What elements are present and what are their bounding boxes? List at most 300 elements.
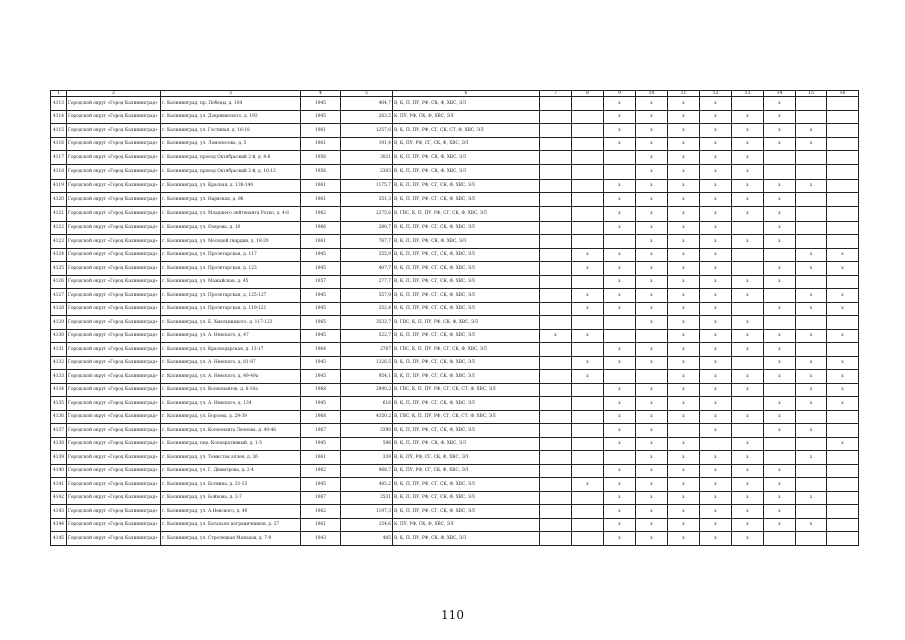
work-type-mark: x (700, 356, 732, 370)
table-row (51, 451, 859, 465)
systems-cell: В, К, П, ПУ, РФ, СК, Ф, ХВС, ЭЛ (393, 235, 540, 249)
work-type-mark: x (827, 397, 859, 411)
table-row (51, 437, 859, 451)
address-cell: г. Калининград, ул. Томистая аллея, д. 26 (161, 451, 301, 465)
work-type-mark (540, 437, 572, 451)
work-type-mark: x (668, 464, 700, 478)
work-type-mark: x (668, 451, 700, 465)
area-cell: 596 (341, 437, 393, 451)
work-type-mark: x (636, 110, 668, 124)
work-type-mark (540, 356, 572, 370)
work-type-mark: x (732, 329, 764, 343)
work-type-mark: x (572, 329, 604, 343)
address-cell: г. Калининград, ул. Батальон пограничников, д. 27 (161, 518, 301, 532)
work-type-mark: x (636, 491, 668, 505)
row-number: 4133 (51, 370, 67, 384)
work-type-mark (604, 451, 636, 465)
row-number: 4128 (51, 302, 67, 316)
district-cell: Городской округ «Город Калининград» (67, 370, 161, 384)
work-type-mark: x (604, 532, 636, 546)
work-type-mark: x (700, 164, 732, 179)
area-cell: 557,9 (341, 289, 393, 303)
district-cell: Городской округ «Город Калининград» (67, 518, 161, 532)
address-cell: г. Калининград, ул. Б. Хмельницкого, д. 117-123 (161, 316, 301, 330)
area-cell: 3532,7 (341, 316, 393, 330)
work-type-mark: x (827, 248, 859, 262)
work-type-mark: x (700, 97, 732, 111)
area-cell: 3390 (341, 424, 393, 438)
work-type-mark: x (668, 518, 700, 532)
address-cell: г. Калининград, пер. Кооперативный, д. 1-5 (161, 437, 301, 451)
work-type-mark: x (604, 110, 636, 124)
year-cell: 1945 (301, 110, 341, 124)
district-cell: Городской округ «Город Калининград» (67, 289, 161, 303)
work-type-mark (796, 206, 827, 221)
work-type-mark: x (604, 275, 636, 289)
work-type-mark: x (732, 124, 764, 138)
systems-cell: В, К, П, ПУ, РФ, СГ, СК, Ф, ХВС, ЭЛ (393, 424, 540, 438)
row-number: 4119 (51, 179, 67, 193)
systems-cell: В, ГВС, К, П, ПУ, РФ, СК, Ф, ХВС, ЭЛ (393, 316, 540, 330)
work-type-mark: x (764, 478, 796, 492)
work-type-mark: x (636, 179, 668, 193)
work-type-mark (540, 316, 572, 330)
work-type-mark: x (604, 397, 636, 411)
work-type-mark: x (796, 302, 827, 316)
address-cell: г. Калининград, ул. Космонавтов, д. 6-10а (161, 383, 301, 397)
work-type-mark (764, 532, 796, 546)
systems-cell: В, К, П, ПУ, РФ, СГ, СК, Ф, ХВС, ЭЛ (393, 329, 540, 343)
work-type-mark: x (604, 343, 636, 357)
work-type-mark (604, 235, 636, 249)
column-number: 10 (636, 91, 668, 97)
work-type-mark (732, 221, 764, 235)
area-cell: 1175,7 (341, 179, 393, 193)
table-row (51, 164, 859, 179)
work-type-mark (572, 505, 604, 519)
area-cell: 1257,6 (341, 124, 393, 138)
work-type-mark (796, 343, 827, 357)
work-type-mark (572, 110, 604, 124)
systems-cell: В, ГВС, К, П, ПУ, РФ, СГ, СК, СТ, Ф, ХВС, ЭЛ (393, 383, 540, 397)
work-type-mark: x (700, 137, 732, 151)
page-number: 110 (441, 608, 464, 622)
district-cell: Городской округ «Город Калининград» (67, 356, 161, 370)
work-type-mark (796, 410, 827, 424)
work-type-mark: x (668, 235, 700, 249)
systems-cell: В, К, ПУ, РФ, СГ, СК, Ф, ХВС, ЭЛ (393, 451, 540, 465)
address-cell: г. Калининград, ул. Дзержинского, д. 193 (161, 110, 301, 124)
table-row (51, 383, 859, 397)
work-type-mark: x (668, 329, 700, 343)
work-type-mark (636, 370, 668, 384)
systems-cell: В, К, П, ПУ, РФ, СК, Ф, ХВС, ЭЛ (393, 97, 540, 111)
address-cell: г. Калининград, ул. Стрелецкая Монахов, д. 7-9 (161, 532, 301, 546)
year-cell: 1945 (301, 289, 341, 303)
row-number: 4129 (51, 316, 67, 330)
work-type-mark: x (732, 179, 764, 193)
work-type-mark (827, 179, 859, 193)
work-type-mark (827, 124, 859, 138)
work-type-mark: x (732, 343, 764, 357)
address-cell: г. Калининград, ул. Бойкова, д. 2-7 (161, 491, 301, 505)
district-cell: Городской округ «Город Калининград» (67, 193, 161, 207)
table-row (51, 248, 859, 262)
work-type-mark: x (700, 397, 732, 411)
column-number: 7 (540, 91, 572, 97)
district-cell: Городской округ «Город Калининград» (67, 124, 161, 138)
work-type-mark: x (604, 302, 636, 316)
row-number: 4135 (51, 397, 67, 411)
work-type-mark (764, 451, 796, 465)
year-cell: 1968 (301, 410, 341, 424)
work-type-mark (827, 424, 859, 438)
work-type-mark (540, 262, 572, 276)
work-type-mark: x (827, 289, 859, 303)
district-cell: Городской округ «Город Калининград» (67, 262, 161, 276)
work-type-mark (827, 491, 859, 505)
work-type-mark (604, 370, 636, 384)
year-cell: 1956 (301, 151, 341, 165)
work-type-mark (572, 164, 604, 179)
work-type-mark: x (572, 370, 604, 384)
work-type-mark: x (732, 451, 764, 465)
table-row (51, 275, 859, 289)
row-number: 4139 (51, 451, 67, 465)
work-type-mark (732, 248, 764, 262)
table-row (51, 410, 859, 424)
work-type-mark (796, 505, 827, 519)
work-type-mark: x (572, 356, 604, 370)
work-type-mark (827, 137, 859, 151)
work-type-mark (572, 397, 604, 411)
work-type-mark: x (700, 248, 732, 262)
work-type-mark (796, 478, 827, 492)
work-type-mark: x (700, 370, 732, 384)
address-cell: г. Калининград, ул. Ломоносова, д. 5 (161, 137, 301, 151)
work-type-mark: x (700, 505, 732, 519)
table-row (51, 137, 859, 151)
area-cell: 339 (341, 451, 393, 465)
work-type-mark: x (764, 329, 796, 343)
work-type-mark: x (827, 302, 859, 316)
work-type-mark: x (700, 206, 732, 221)
table-row (51, 97, 859, 111)
work-type-mark (764, 151, 796, 165)
row-number: 4126 (51, 275, 67, 289)
address-cell: г. Калининград, проезд Октябрьский 2-й, д. 4-8 (161, 151, 301, 165)
work-type-mark (572, 464, 604, 478)
work-type-mark (764, 437, 796, 451)
area-cell: 191,4 (341, 137, 393, 151)
work-type-mark (764, 248, 796, 262)
work-type-mark: x (604, 221, 636, 235)
work-type-mark: x (668, 505, 700, 519)
work-type-mark: x (668, 193, 700, 207)
work-type-mark (540, 505, 572, 519)
work-type-mark: x (700, 451, 732, 465)
work-type-mark (572, 179, 604, 193)
table-row (51, 356, 859, 370)
systems-cell: В, ГВС, К, П, ПУ, РФ, СГ, СК, СТ, Ф, ХВС, ЭЛ (393, 410, 540, 424)
year-cell: 1945 (301, 97, 341, 111)
year-cell: 1945 (301, 437, 341, 451)
systems-cell: В, К, П, ПУ, РФ, СГ, СК, Ф, ХВС, ЭЛ (393, 505, 540, 519)
work-type-mark: x (668, 275, 700, 289)
work-type-mark (764, 289, 796, 303)
work-type-mark: x (636, 343, 668, 357)
work-type-mark: x (636, 275, 668, 289)
work-type-mark (572, 518, 604, 532)
work-type-mark: x (764, 206, 796, 221)
systems-cell: В, К, П, ПУ, РФ, СГ, СК, Ф, ХВС, ЭЛ (393, 193, 540, 207)
work-type-mark (827, 110, 859, 124)
column-number: 16 (827, 91, 859, 97)
work-type-mark: x (700, 518, 732, 532)
column-number: 14 (764, 91, 796, 97)
district-cell: Городской округ «Город Калининград» (67, 424, 161, 438)
column-number: 8 (572, 91, 604, 97)
year-cell: 1961 (301, 124, 341, 138)
work-type-mark (540, 206, 572, 221)
year-cell: 1962 (301, 464, 341, 478)
area-cell: 4350,2 (341, 410, 393, 424)
work-type-mark: x (636, 221, 668, 235)
area-cell: 2531 (341, 491, 393, 505)
work-type-mark: x (604, 179, 636, 193)
year-cell: 1945 (301, 248, 341, 262)
row-number: 4136 (51, 410, 67, 424)
work-type-mark: x (732, 437, 764, 451)
address-cell: г. Калининград, ул. Младшего лейтенанта Ротко, д. 4-8 (161, 206, 301, 221)
register-rows (51, 97, 859, 546)
year-cell: 1961 (301, 193, 341, 207)
row-number: 4134 (51, 383, 67, 397)
year-cell: 1945 (301, 370, 341, 384)
work-type-mark (636, 329, 668, 343)
year-cell: 1945 (301, 302, 341, 316)
row-number: 4140 (51, 464, 67, 478)
work-type-mark: x (636, 193, 668, 207)
work-type-mark: x (604, 410, 636, 424)
work-type-mark: x (764, 97, 796, 111)
housing-register-table (50, 90, 859, 546)
column-number: 12 (700, 91, 732, 97)
area-cell: 352,4 (341, 302, 393, 316)
year-cell: 1968 (301, 383, 341, 397)
work-type-mark: x (700, 262, 732, 276)
systems-cell: В, К, П, ПУ, РФ, СГ, СК, Ф, ХВС, ЭЛ (393, 478, 540, 492)
work-type-mark: x (668, 164, 700, 179)
area-cell: 1326,5 (341, 356, 393, 370)
work-type-mark (540, 193, 572, 207)
address-cell: г. Калининград, ул. Нарвская, д. 96 (161, 193, 301, 207)
table-row (51, 235, 859, 249)
work-type-mark: x (604, 518, 636, 532)
work-type-mark: x (764, 505, 796, 519)
work-type-mark: x (604, 248, 636, 262)
work-type-mark (572, 410, 604, 424)
work-type-mark (572, 437, 604, 451)
work-type-mark: x (700, 532, 732, 546)
work-type-mark (540, 410, 572, 424)
work-type-mark: x (636, 505, 668, 519)
work-type-mark (732, 424, 764, 438)
work-type-mark (796, 164, 827, 179)
work-type-mark (572, 193, 604, 207)
work-type-mark: x (700, 110, 732, 124)
systems-cell: В, К, ПУ, РФ, СГ, СК, Ф, ХВС, ЭЛ (393, 137, 540, 151)
address-cell: г. Калининград, ул. Г. Димитрова, д. 2-4 (161, 464, 301, 478)
work-type-mark: x (732, 275, 764, 289)
address-cell: г. Калининград, ул. А. Невского, д. 47 (161, 329, 301, 343)
row-number: 4142 (51, 491, 67, 505)
area-cell: 404,7 (341, 97, 393, 111)
work-type-mark: x (604, 193, 636, 207)
work-type-mark: x (796, 397, 827, 411)
address-cell: г. Калининград, ул. Озерова, д. 10 (161, 221, 301, 235)
work-type-mark: x (700, 491, 732, 505)
table-row (51, 329, 859, 343)
year-cell: 1945 (301, 397, 341, 411)
work-type-mark: x (668, 437, 700, 451)
work-type-mark: x (636, 124, 668, 138)
work-type-mark: x (636, 356, 668, 370)
work-type-mark: x (796, 491, 827, 505)
work-type-mark (796, 464, 827, 478)
systems-cell: В, К, П, ПУ, РФ, СГ, СК, Ф, ХВС, ЭЛ (393, 302, 540, 316)
row-number: 4125 (51, 262, 67, 276)
district-cell: Городской округ «Город Калининград» (67, 137, 161, 151)
row-number: 4121 (51, 206, 67, 221)
district-cell: Городской округ «Город Калининград» (67, 532, 161, 546)
work-type-mark: x (604, 437, 636, 451)
work-type-mark (732, 262, 764, 276)
table-row (51, 206, 859, 221)
column-number: 6 (393, 91, 540, 97)
work-type-mark: x (636, 410, 668, 424)
systems-cell: В, К, П, ПУ, РФ, СГ, СК, Ф, ХВС, ЭЛ (393, 262, 540, 276)
area-cell: 1197,3 (341, 505, 393, 519)
address-cell: г. Калининград, ул. А. Невского, д. 134 (161, 397, 301, 411)
work-type-mark (827, 410, 859, 424)
work-type-mark (827, 532, 859, 546)
work-type-mark (540, 532, 572, 546)
work-type-mark: x (668, 356, 700, 370)
work-type-mark: x (764, 424, 796, 438)
work-type-mark: x (732, 137, 764, 151)
work-type-mark: x (700, 329, 732, 343)
work-type-mark: x (668, 478, 700, 492)
table-row (51, 464, 859, 478)
work-type-mark: x (700, 410, 732, 424)
column-number: 2 (67, 91, 161, 97)
table-row (51, 424, 859, 438)
work-type-mark (540, 478, 572, 492)
work-type-mark: x (764, 356, 796, 370)
work-type-mark (572, 206, 604, 221)
work-type-mark (572, 235, 604, 249)
work-type-mark: x (572, 262, 604, 276)
year-cell: 1945 (301, 262, 341, 276)
work-type-mark: x (732, 518, 764, 532)
work-type-mark: x (636, 464, 668, 478)
row-number: 4114 (51, 110, 67, 124)
work-type-mark (540, 137, 572, 151)
district-cell: Городской округ «Город Калининград» (67, 410, 161, 424)
table-row (51, 193, 859, 207)
work-type-mark: x (668, 137, 700, 151)
district-cell: Городской округ «Город Калининград» (67, 206, 161, 221)
row-number: 4117 (51, 151, 67, 165)
work-type-mark: x (636, 262, 668, 276)
work-type-mark (540, 343, 572, 357)
work-type-mark: x (604, 424, 636, 438)
work-type-mark (572, 221, 604, 235)
area-cell: 277,7 (341, 275, 393, 289)
address-cell: г. Калининград, ул. Пролетарская, д. 123 (161, 262, 301, 276)
work-type-mark: x (796, 424, 827, 438)
work-type-mark (572, 451, 604, 465)
address-cell: г. Калининград, ул. Мажайская, д. 45 (161, 275, 301, 289)
work-type-mark (827, 151, 859, 165)
row-number: 4124 (51, 248, 67, 262)
work-type-mark: x (700, 383, 732, 397)
work-type-mark (732, 97, 764, 111)
row-number: 4113 (51, 97, 67, 111)
work-type-mark (796, 316, 827, 330)
year-cell: 1961 (301, 179, 341, 193)
table-row (51, 289, 859, 303)
column-number: 11 (668, 91, 700, 97)
column-number: 1 (51, 91, 67, 97)
area-cell: 522,7 (341, 329, 393, 343)
work-type-mark: x (732, 505, 764, 519)
work-type-mark (572, 137, 604, 151)
address-cell: г. Калининград, ул. Космонавта Леонова, д. 40-46 (161, 424, 301, 438)
work-type-mark: x (636, 424, 668, 438)
work-type-mark (540, 289, 572, 303)
work-type-mark: x (764, 262, 796, 276)
work-type-mark: x (636, 235, 668, 249)
area-cell: 2990,2 (341, 383, 393, 397)
work-type-mark: x (668, 151, 700, 165)
work-type-mark (540, 221, 572, 235)
table-row (51, 179, 859, 193)
district-cell: Городской округ «Город Калининград» (67, 248, 161, 262)
table-row (51, 110, 859, 124)
row-number: 4145 (51, 532, 67, 546)
work-type-mark: x (700, 424, 732, 438)
year-cell: 1962 (301, 505, 341, 519)
row-number: 4130 (51, 329, 67, 343)
work-type-mark: x (764, 193, 796, 207)
address-cell: г. Калининград, ул. Пролетарская, д. 117 (161, 248, 301, 262)
work-type-mark (572, 97, 604, 111)
year-cell: 1961 (301, 518, 341, 532)
work-type-mark: x (827, 437, 859, 451)
table-row (51, 151, 859, 165)
work-type-mark: x (604, 478, 636, 492)
table-row (51, 343, 859, 357)
table-row (51, 397, 859, 411)
work-type-mark: x (636, 206, 668, 221)
address-cell: г. Калининград, ул. А. Невского, д. 81-87 (161, 356, 301, 370)
systems-cell: К, ПУ, РФ, СК, Ф, ХВС, ЭЛ (393, 518, 540, 532)
year-cell: 1962 (301, 206, 341, 221)
systems-cell: В, К, П, ПУ, РФ, СК, Ф, ХВС, ЭЛ (393, 151, 540, 165)
work-type-mark (827, 275, 859, 289)
